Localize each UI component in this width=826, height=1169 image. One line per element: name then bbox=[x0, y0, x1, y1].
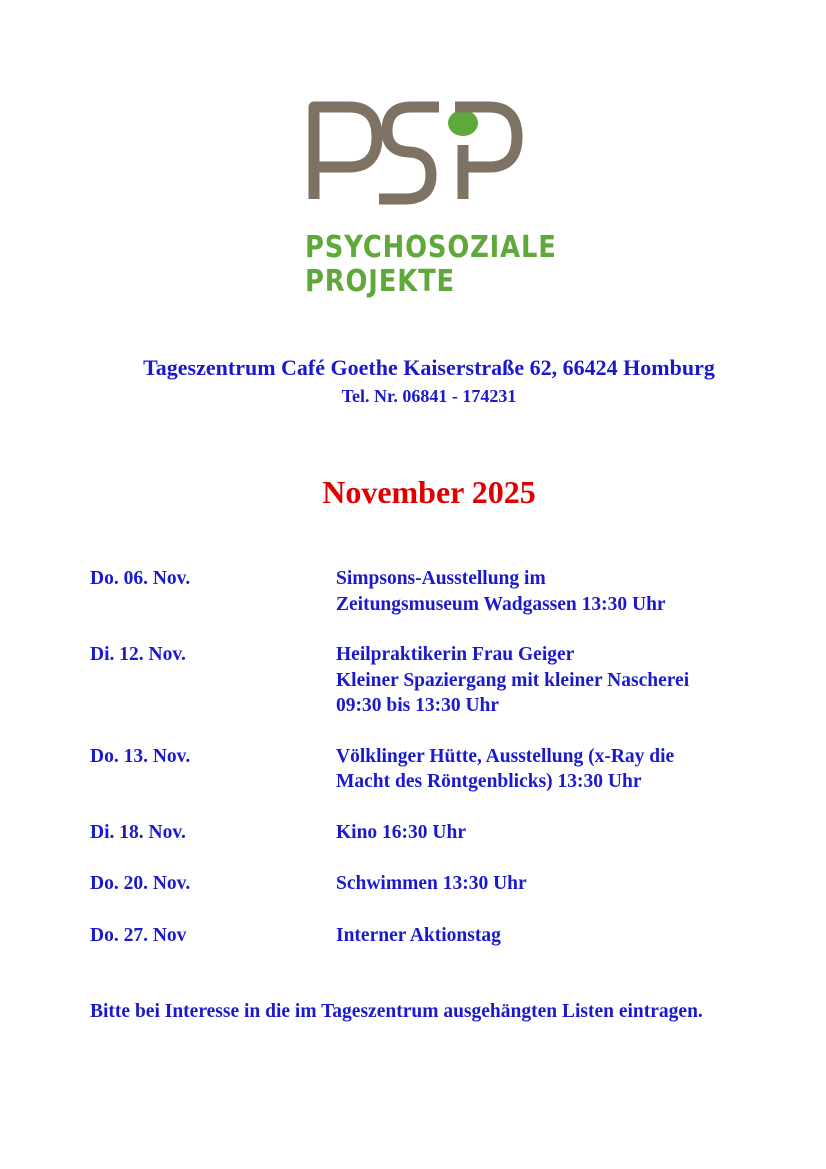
event-date: Do. 27. Nov bbox=[90, 924, 187, 946]
event-description: Heilpraktikerin Frau Geiger Kleiner Spaziergang mit kleiner Nascherei 09:30 bis 13:30 Uhr bbox=[336, 644, 690, 716]
event-description: Schwimmen 13:30 Uhr bbox=[336, 873, 527, 894]
event-date: Do. 06. Nov. bbox=[90, 568, 191, 589]
month-title: November 2025 bbox=[322, 474, 536, 510]
logo-text-line2: PROJEKTE bbox=[305, 264, 456, 299]
phone-line: Tel. Nr. 06841 - 174231 bbox=[341, 386, 517, 406]
event-description: Simpsons-Ausstellung im Zeitungsmuseum Wadgassen 13:30 Uhr bbox=[336, 568, 666, 615]
event-item bbox=[90, 820, 790, 846]
event-description: Kino 16:30 Uhr bbox=[336, 821, 467, 843]
event-item bbox=[90, 566, 790, 617]
event-date: Do. 20. Nov. bbox=[90, 873, 191, 894]
event-item bbox=[90, 923, 790, 949]
event-description: Interner Aktionstag bbox=[336, 924, 501, 946]
event-date: Di. 18. Nov. bbox=[90, 821, 186, 843]
event-description: Völklinger Hütte, Ausstellung (x-Ray die Macht des Röntgenblicks) 13:30 Uhr bbox=[336, 745, 675, 792]
logo-text-line1: PSYCHOSOZIALE bbox=[305, 230, 557, 265]
address-line: Tageszentrum Café Goethe Kaiserstraße 62, 66424 Homburg bbox=[143, 355, 715, 380]
event-list bbox=[90, 566, 790, 948]
event-date: Di. 12. Nov. bbox=[90, 644, 186, 665]
footer-note: Bitte bei Interesse in die im Tageszentrum ausgehängten Listen eintragen. bbox=[90, 1001, 703, 1022]
event-item bbox=[90, 642, 790, 719]
event-date: Do. 13. Nov. bbox=[90, 745, 191, 767]
psp-logo-mark bbox=[305, 95, 525, 205]
event-item bbox=[90, 744, 790, 795]
event-item bbox=[90, 871, 790, 897]
psp-logo bbox=[305, 95, 555, 300]
